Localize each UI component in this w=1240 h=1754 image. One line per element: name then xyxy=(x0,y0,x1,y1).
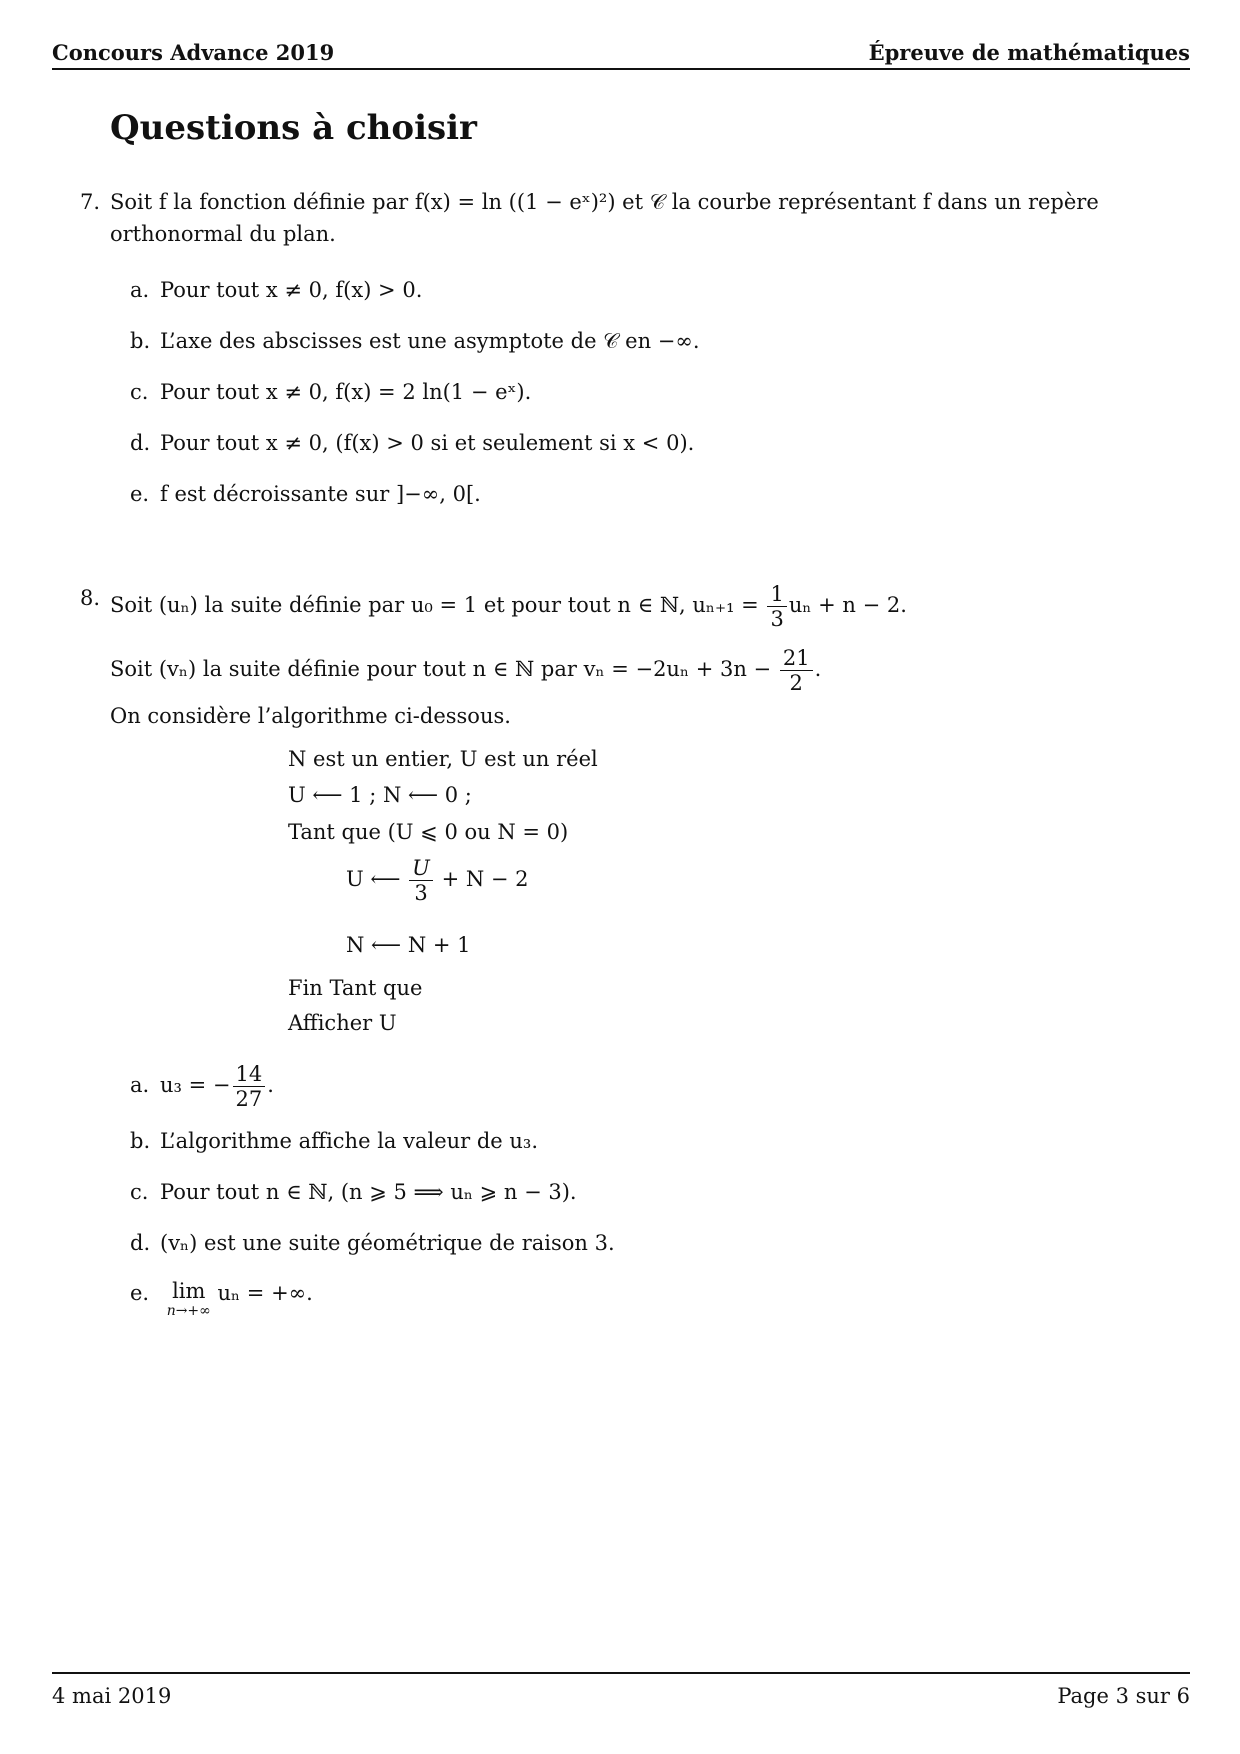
fraction-denominator: 2 xyxy=(789,671,803,695)
option-label: d. xyxy=(130,431,151,455)
fraction xyxy=(767,582,786,631)
q8-option-d xyxy=(130,1228,615,1258)
limit-operator xyxy=(167,1278,211,1318)
option-label: b. xyxy=(130,1129,151,1153)
question-7 xyxy=(80,186,1190,250)
algo-text: + N − 2 xyxy=(441,867,529,891)
q8-option-a xyxy=(130,1062,274,1111)
algo-text: U ⟵ xyxy=(346,867,401,891)
limit-word: lim xyxy=(172,1279,206,1303)
algo-line-1: N est un entier, U est un réel xyxy=(288,747,598,771)
option-label: e. xyxy=(130,1281,150,1305)
option-text: L’axe des abscisses est une asymptote de 𝒞 en −∞. xyxy=(160,329,700,353)
option-label: c. xyxy=(130,380,149,404)
algo-line-3: Tant que (U ⩽ 0 ou N = 0) xyxy=(288,820,569,844)
stem-text: uₙ + n − 2. xyxy=(788,593,907,617)
question-8 xyxy=(80,582,1190,631)
question-number: 7. xyxy=(80,190,101,214)
algo-line-7: Afficher U xyxy=(288,1011,397,1035)
q7-option-e xyxy=(130,479,481,509)
fraction-denominator: 3 xyxy=(770,607,784,631)
fraction-numerator: U xyxy=(409,856,433,881)
option-text: uₙ = +∞. xyxy=(217,1281,313,1305)
q7-option-c xyxy=(130,377,531,407)
fraction-numerator: 14 xyxy=(233,1062,266,1087)
option-text: Pour tout x ≠ 0, f(x) = 2 ln(1 − eˣ). xyxy=(160,380,532,404)
option-text: f est décroissante sur ]−∞, 0[. xyxy=(160,482,481,506)
footer-date: 4 mai 2019 xyxy=(52,1684,172,1708)
question-8-line-2 xyxy=(80,646,1190,695)
q7-option-d xyxy=(130,428,694,458)
fraction-denominator: 3 xyxy=(414,881,428,905)
option-text: L’algorithme affiche la valeur de u₃. xyxy=(160,1129,539,1153)
option-text: Pour tout x ≠ 0, f(x) > 0. xyxy=(160,278,423,302)
algo-line-4 xyxy=(346,856,529,905)
footer-page-number: Page 3 sur 6 xyxy=(1057,1684,1190,1708)
option-label: b. xyxy=(130,329,151,353)
fraction xyxy=(409,856,433,905)
q8-option-c xyxy=(130,1177,577,1207)
q8-option-e xyxy=(130,1278,313,1318)
fraction-numerator: 21 xyxy=(780,646,813,671)
question-stem-line-2 xyxy=(110,646,1190,695)
option-label: d. xyxy=(130,1231,151,1255)
fraction xyxy=(233,1062,266,1111)
q8-option-b xyxy=(130,1126,538,1156)
option-label: e. xyxy=(130,482,150,506)
header-right: Épreuve de mathématiques xyxy=(868,40,1190,65)
stem-text: . xyxy=(814,657,822,681)
fraction xyxy=(780,646,813,695)
section-title: Questions à choisir xyxy=(110,108,477,148)
question-8-line-3 xyxy=(80,700,1190,732)
option-text: Pour tout n ∈ ℕ, (n ⩾ 5 ⟹ uₙ ⩾ n − 3). xyxy=(160,1180,577,1204)
option-text: (vₙ) est une suite géométrique de raison 3. xyxy=(160,1231,615,1255)
limit-subscript: n→+∞ xyxy=(166,1303,211,1319)
stem-text: Soit (vₙ) la suite définie pour tout n ∈ ℕ par vₙ = −2uₙ + 3n − xyxy=(110,657,772,681)
option-label: a. xyxy=(130,1073,150,1097)
header-left: Concours Advance 2019 xyxy=(52,40,335,65)
algo-line-6: Fin Tant que xyxy=(288,976,423,1000)
question-stem: Soit f la fonction définie par f(x) = ln ((1 − eˣ)²) et 𝒞 la courbe représentant f dans un repère orthonormal du plan. xyxy=(110,190,1099,246)
question-stem-line-3: On considère l’algorithme ci-dessous. xyxy=(110,704,511,728)
option-text: Pour tout x ≠ 0, (f(x) > 0 si et seulement si x < 0). xyxy=(160,431,695,455)
fraction-numerator: 1 xyxy=(767,582,786,607)
page-header xyxy=(52,38,1190,70)
option-text: u₃ = − xyxy=(160,1073,231,1097)
option-label: c. xyxy=(130,1180,149,1204)
question-number: 8. xyxy=(80,586,101,610)
option-label: a. xyxy=(130,278,150,302)
algo-line-5: N ⟵ N + 1 xyxy=(346,933,471,957)
fraction-denominator: 27 xyxy=(235,1087,263,1111)
q7-option-a xyxy=(130,275,422,305)
option-text: . xyxy=(267,1073,274,1097)
question-stem-line-1 xyxy=(110,582,1190,631)
footer-rule xyxy=(52,1672,1190,1676)
q7-option-b xyxy=(130,326,700,356)
algo-line-2: U ⟵ 1 ; N ⟵ 0 ; xyxy=(288,783,472,807)
stem-text: Soit (uₙ) la suite définie par u₀ = 1 et pour tout n ∈ ℕ, uₙ₊₁ = xyxy=(110,593,759,617)
